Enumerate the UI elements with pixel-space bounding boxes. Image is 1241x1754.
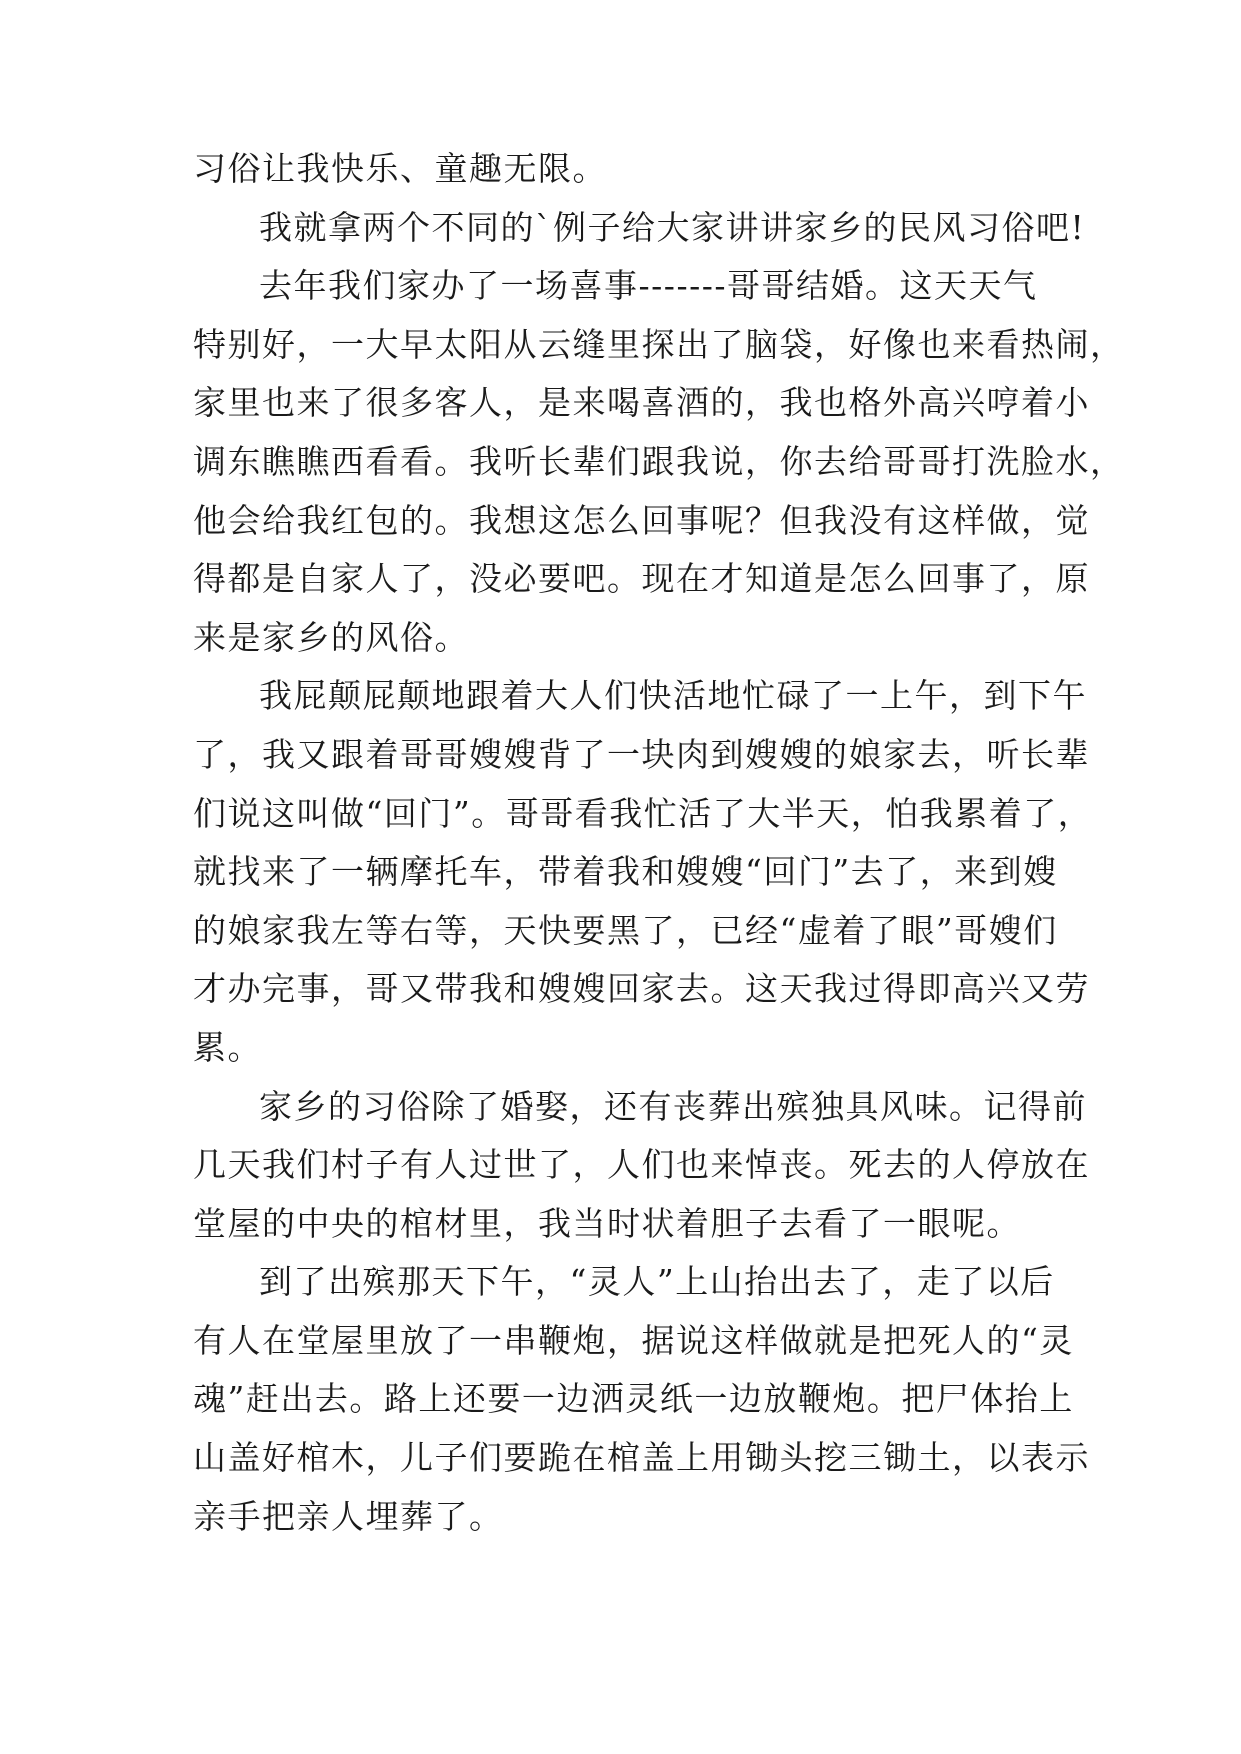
text-line: 亲手把亲人埋葬了。 xyxy=(193,1496,504,1536)
text-line: 来是家乡的风俗。 xyxy=(193,617,469,657)
text-line: 特别好，一大早太阳从云缝里探出了脑袋，好像也来看热闹， xyxy=(193,324,1125,364)
text-line: 调东瞧瞧西看看。我听长辈们跟我说，你去给哥哥打洗脸水， xyxy=(193,441,1125,481)
text-line: 几天我们村子有人过世了，人们也来悼丧。死去的人停放在 xyxy=(193,1145,1090,1185)
text-line: 去年我们家办了一场喜事-------哥哥结婚。这天天气 xyxy=(259,266,1038,306)
text-line: 他会给我红包的。我想这怎么回事呢？但我没有这样做，觉 xyxy=(193,500,1090,540)
paragraph-5 xyxy=(193,1078,1090,1254)
text-line: 我屁颠屁颠地跟着大人们快活地忙碌了一上午，到下午 xyxy=(259,676,1087,716)
text-line: 有人在堂屋里放了一串鞭炮，据说这样做就是把死人的“灵 xyxy=(193,1320,1074,1360)
text-line: 我就拿两个不同的`例子给大家讲讲家乡的民风习俗吧! xyxy=(259,207,1086,247)
text-line: 才办完事，哥又带我和嫂嫂回家去。这天我过得即高兴又劳 xyxy=(193,969,1090,1009)
text-line: 们说这叫做“回门”。哥哥看我忙活了大半天，怕我累着了， xyxy=(193,793,1093,833)
text-line: 累。 xyxy=(193,1027,262,1067)
text-line: 了，我又跟着哥哥嫂嫂背了一块肉到嫂嫂的娘家去，听长辈 xyxy=(193,734,1090,774)
text-line: 的娘家我左等右等，天快要黑了，已经“虚着了眼”哥嫂们 xyxy=(193,910,1058,950)
text-line: 家乡的习俗除了婚娶，还有丧葬出殡独具风味。记得前 xyxy=(259,1086,1087,1126)
paragraph-3 xyxy=(193,257,1125,667)
text-line: 魂”赶出去。路上还要一边洒灵纸一边放鞭炮。把尸体抬上 xyxy=(193,1379,1074,1419)
paragraph-1 xyxy=(193,140,1053,199)
text-line: 堂屋的中央的棺材里，我当时状着胆子去看了一眼呢。 xyxy=(193,1203,1021,1243)
text-line: 就找来了一辆摩托车，带着我和嫂嫂“回门”去了，来到嫂 xyxy=(193,852,1058,892)
paragraph-2 xyxy=(193,199,1086,258)
text-line: 家里也来了很多客人，是来喝喜酒的，我也格外高兴哼着小 xyxy=(193,383,1090,423)
paragraph-6 xyxy=(193,1253,1090,1546)
paragraph-4 xyxy=(193,667,1093,1077)
text-line: 到了出殡那天下午，“灵人”上山抬出去了，走了以后 xyxy=(259,1262,1055,1302)
text-line: 习俗让我快乐、童趣无限。 xyxy=(193,149,607,188)
document-page xyxy=(193,140,1125,1546)
text-line: 山盖好棺木，儿子们要跪在棺盖上用锄头挖三锄土，以表示 xyxy=(193,1438,1090,1478)
text-line: 得都是自家人了，没必要吧。现在才知道是怎么回事了，原 xyxy=(193,559,1090,599)
